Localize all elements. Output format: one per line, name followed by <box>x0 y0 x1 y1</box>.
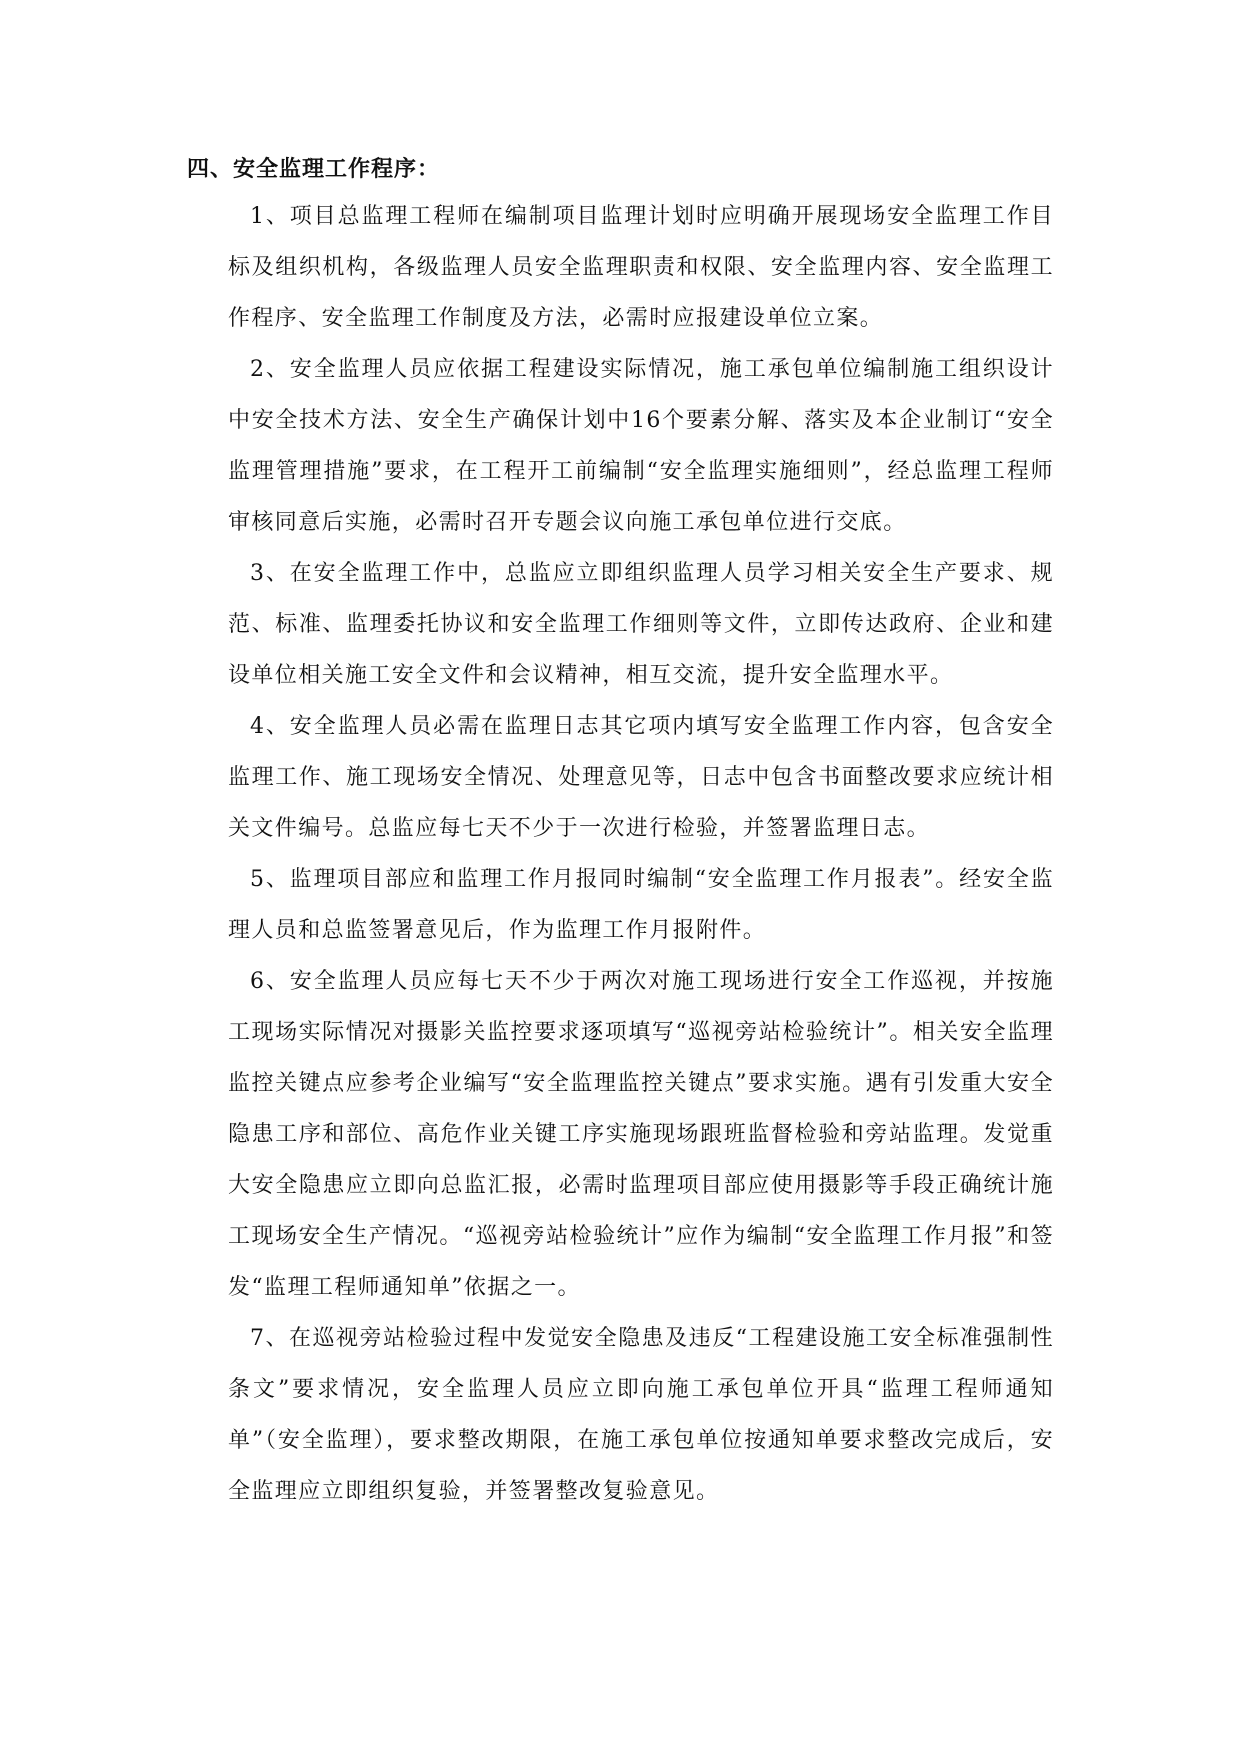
paragraph-1: 1、项目总监理工程师在编制项目监理计划时应明确开展现场安全监理工作目标及组织机构，各级监理人员安全监理职责和权限、安全监理内容、安全监理工作程序、安全监理工作制度及方法，必需时应报建设单位立案。 <box>228 204 1054 331</box>
paragraph-3: 3、在安全监理工作中，总监应立即组织监理人员学习相关安全生产要求、规范、标准、监理委托协议和安全监理工作细则等文件，立即传达政府、企业和建设单位相关施工安全文件和会议精神，相互交流，提升安全监理水平。 <box>228 561 1054 688</box>
paragraph-6: 6、安全监理人员应每七天不少于两次对施工现场进行安全工作巡视，并按施工现场实际情况对摄影关监控要求逐项填写“巡视旁站检验统计”。相关安全监理监控关键点应参考企业编写“安全监理监控关键点”要求实施。遇有引发重大安全隐患工序和部位、高危作业关键工序实施现场跟班监督检验和旁站监理。发觉重大安全隐患应立即向总监汇报，必需时监理项目部应使用摄影等手段正确统计施工现场安全生产情况。“巡视旁站检验统计”应作为编制“安全监理工作月报”和签发“监理工程师通知单”依据之一。 <box>228 969 1054 1300</box>
paragraph-7: 7、在巡视旁站检验过程中发觉安全隐患及违反“工程建设施工安全标准强制性条文”要求情况，安全监理人员应立即向施工承包单位开具“监理工程师通知单”（安全监理），要求整改期限，在施工承包单位按通知单要求整改完成后，安全监理应立即组织复验，并签署整改复验意见。 <box>228 1326 1054 1504</box>
document-body <box>187 155 1054 1517</box>
paragraph-2: 2、安全监理人员应依据工程建设实际情况，施工承包单位编制施工组织设计中安全技术方法、安全生产确保计划中16个要素分解、落实及本企业制订“安全监理管理措施”要求，在工程开工前编制“安全监理实施细则”，经总监理工程师审核同意后实施，必需时召开专题会议向施工承包单位进行交底。 <box>228 357 1054 535</box>
paragraph-4: 4、安全监理人员必需在监理日志其它项内填写安全监理工作内容，包含安全监理工作、施工现场安全情况、处理意见等，日志中包含书面整改要求应统计相关文件编号。总监应每七天不少于一次进行检验，并签署监理日志。 <box>228 714 1054 841</box>
paragraph-5: 5、监理项目部应和监理工作月报同时编制“安全监理工作月报表”。经安全监理人员和总监签署意见后，作为监理工作月报附件。 <box>228 867 1054 943</box>
section-heading: 四、安全监理工作程序： <box>187 157 441 182</box>
